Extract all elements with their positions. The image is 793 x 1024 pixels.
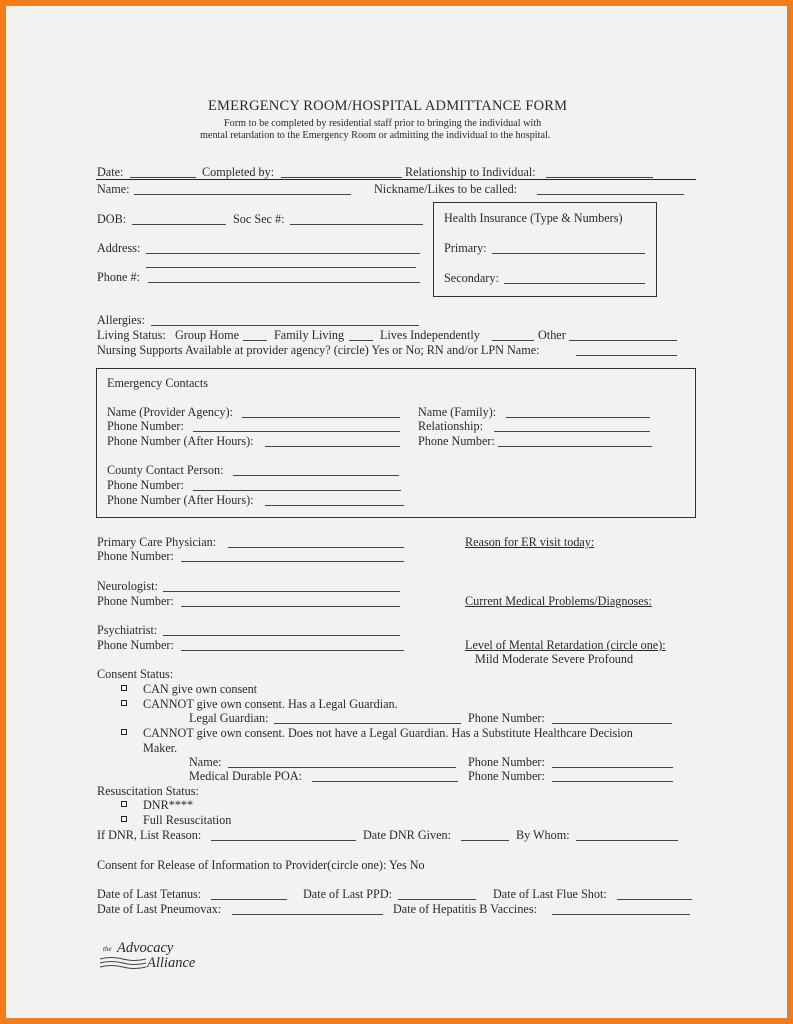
provider-agency-field[interactable] bbox=[242, 417, 400, 418]
flu-field[interactable] bbox=[617, 899, 692, 900]
nickname-label: Nickname/Likes to be called: bbox=[374, 182, 518, 196]
tetanus-label: Date of Last Tetanus: bbox=[97, 887, 202, 901]
neurologist-field[interactable] bbox=[163, 591, 400, 592]
hep-b-field[interactable] bbox=[552, 914, 690, 915]
rn-lpn-name-field[interactable] bbox=[576, 355, 677, 356]
poa-label: Medical Durable POA: bbox=[189, 769, 303, 783]
tetanus-field[interactable] bbox=[211, 899, 287, 900]
sdm-name-label: Name: bbox=[189, 755, 222, 769]
psychiatrist-label: Psychiatrist: bbox=[97, 623, 158, 637]
name-label: Name: bbox=[97, 182, 130, 196]
logo-prefix: the bbox=[103, 945, 112, 953]
dnr-reason-field[interactable] bbox=[211, 840, 356, 841]
pneumovax-field[interactable] bbox=[232, 914, 383, 915]
dnr-by-whom-field[interactable] bbox=[576, 840, 678, 841]
form-subtitle-line1: Form to be completed by residential staff prior to bringing the individual with bbox=[224, 118, 542, 129]
can-consent-label: CAN give own consent bbox=[143, 682, 258, 696]
form-title: EMERGENCY ROOM/HOSPITAL ADMITTANCE FORM bbox=[208, 98, 568, 114]
soc-sec-label: Soc Sec #: bbox=[233, 212, 285, 226]
provider-phone-after-label: Phone Number (After Hours): bbox=[107, 434, 254, 448]
family-living-option[interactable]: Family Living bbox=[274, 328, 345, 342]
phone-label: Phone #: bbox=[97, 270, 140, 284]
primary-care-label: Primary Care Physician: bbox=[97, 535, 217, 549]
group-home-option[interactable]: Group Home bbox=[175, 328, 239, 342]
family-name-label: Name (Family): bbox=[418, 405, 497, 419]
can-consent-checkbox[interactable] bbox=[121, 685, 127, 691]
county-phone-after-label: Phone Number (After Hours): bbox=[107, 493, 254, 507]
sdm-name-field[interactable] bbox=[228, 767, 456, 768]
logo-wave-icon bbox=[99, 956, 147, 972]
secondary-insurance-field[interactable] bbox=[504, 283, 645, 284]
family-phone-field[interactable] bbox=[498, 446, 652, 447]
psychiatrist-field[interactable] bbox=[163, 635, 400, 636]
provider-phone-after-field[interactable] bbox=[265, 446, 400, 447]
pcp-phone-label: Phone Number: bbox=[97, 549, 174, 563]
release-consent-label[interactable]: Consent for Release of Information to Provider(circle one): Yes No bbox=[97, 858, 425, 872]
dnr-label: DNR**** bbox=[143, 798, 194, 812]
primary-insurance-label: Primary: bbox=[444, 241, 487, 255]
level-mr-label: Level of Mental Retardation (circle one): bbox=[465, 638, 666, 652]
current-problems-label: Current Medical Problems/Diagnoses: bbox=[465, 594, 652, 608]
emergency-contacts-title: Emergency Contacts bbox=[107, 376, 208, 390]
cannot-guardian-label: CANNOT give own consent. Has a Legal Guardian. bbox=[143, 697, 398, 711]
neuro-phone-field[interactable] bbox=[181, 606, 400, 607]
level-mr-options[interactable]: Mild Moderate Severe Profound bbox=[475, 652, 634, 666]
form-page bbox=[6, 6, 787, 1018]
primary-care-field[interactable] bbox=[228, 547, 404, 548]
date-field[interactable] bbox=[130, 177, 196, 178]
family-name-field[interactable] bbox=[506, 417, 650, 418]
other-option[interactable]: Other bbox=[538, 328, 566, 342]
flu-label: Date of Last Flue Shot: bbox=[493, 887, 607, 901]
ppd-field[interactable] bbox=[398, 899, 476, 900]
cannot-no-guardian-label: CANNOT give own consent. Does not have a Legal Guardian. Has a Substitute Healthcare Decision bbox=[143, 726, 633, 740]
logo-line2: Alliance bbox=[147, 955, 196, 971]
psych-phone-field[interactable] bbox=[181, 650, 404, 651]
cannot-no-guardian-checkbox[interactable] bbox=[121, 729, 127, 735]
provider-phone-label: Phone Number: bbox=[107, 419, 184, 433]
ppd-label: Date of Last PPD: bbox=[303, 887, 393, 901]
name-field[interactable] bbox=[134, 194, 351, 195]
address-field-1[interactable] bbox=[146, 253, 420, 254]
guardian-phone-field[interactable] bbox=[552, 723, 672, 724]
pneumovax-label: Date of Last Pneumovax: bbox=[97, 902, 222, 916]
family-phone-label: Phone Number: bbox=[418, 434, 495, 448]
poa-field[interactable] bbox=[312, 781, 458, 782]
psych-phone-label: Phone Number: bbox=[97, 638, 174, 652]
address-field-2[interactable] bbox=[146, 267, 416, 268]
provider-agency-label: Name (Provider Agency): bbox=[107, 405, 233, 419]
date-label: Date: bbox=[97, 165, 124, 179]
provider-phone-field[interactable] bbox=[193, 431, 400, 432]
nursing-supports-label: Nursing Supports Available at provider agency? (circle) Yes or No; RN and/or LPN Name: bbox=[97, 343, 540, 357]
consent-status-label: Consent Status: bbox=[97, 667, 174, 681]
legal-guardian-label: Legal Guardian: bbox=[189, 711, 269, 725]
sdm-phone-label: Phone Number: bbox=[468, 755, 545, 769]
phone-field[interactable] bbox=[148, 282, 420, 283]
county-contact-label: County Contact Person: bbox=[107, 463, 224, 477]
dob-label: DOB: bbox=[97, 212, 127, 226]
allergies-label: Allergies: bbox=[97, 313, 145, 327]
full-resuscitation-checkbox[interactable] bbox=[121, 816, 127, 822]
dnr-reason-label: If DNR, List Reason: bbox=[97, 828, 202, 842]
reason-er-label: Reason for ER visit today: bbox=[465, 535, 595, 549]
neurologist-label: Neurologist: bbox=[97, 579, 158, 593]
nickname-field[interactable] bbox=[537, 194, 684, 195]
county-phone-label: Phone Number: bbox=[107, 478, 184, 492]
poa-phone-field[interactable] bbox=[552, 781, 673, 782]
dnr-by-whom-label: By Whom: bbox=[516, 828, 570, 842]
county-phone-after-field[interactable] bbox=[265, 505, 404, 506]
maker-label: Maker. bbox=[143, 741, 178, 755]
legal-guardian-field[interactable] bbox=[274, 723, 461, 724]
health-insurance-title: Health Insurance (Type & Numbers) bbox=[444, 211, 623, 225]
county-contact-field[interactable] bbox=[233, 475, 399, 476]
form-subtitle-line2: mental retardation to the Emergency Room or admitting the individual to the hospital. bbox=[200, 130, 551, 141]
secondary-insurance-label: Secondary: bbox=[444, 271, 499, 285]
dnr-checkbox[interactable] bbox=[121, 801, 127, 807]
other-blank[interactable] bbox=[569, 340, 677, 341]
neuro-phone-label: Phone Number: bbox=[97, 594, 174, 608]
advocacy-alliance-logo bbox=[99, 939, 219, 975]
cannot-guardian-checkbox[interactable] bbox=[121, 700, 127, 706]
hep-b-label: Date of Hepatitis B Vaccines: bbox=[393, 902, 537, 916]
guardian-phone-label: Phone Number: bbox=[468, 711, 545, 725]
group-home-blank[interactable] bbox=[243, 340, 267, 341]
living-status-label: Living Status: bbox=[97, 328, 166, 342]
completed-by-field[interactable] bbox=[281, 177, 402, 178]
dnr-date-field[interactable] bbox=[461, 840, 509, 841]
poa-phone-label: Phone Number: bbox=[468, 769, 545, 783]
header-divider bbox=[96, 179, 696, 180]
family-relationship-field[interactable] bbox=[494, 431, 650, 432]
primary-insurance-field[interactable] bbox=[492, 253, 645, 254]
allergies-field[interactable] bbox=[151, 325, 419, 326]
county-phone-field[interactable] bbox=[193, 490, 401, 491]
dnr-date-label: Date DNR Given: bbox=[363, 828, 452, 842]
family-living-blank[interactable] bbox=[349, 340, 373, 341]
lives-independently-blank[interactable] bbox=[492, 340, 534, 341]
completed-by-label: Completed by: bbox=[202, 165, 275, 179]
relationship-field[interactable] bbox=[546, 177, 653, 178]
soc-sec-field[interactable] bbox=[290, 224, 423, 225]
sdm-phone-field[interactable] bbox=[552, 767, 673, 768]
address-label: Address: bbox=[97, 241, 141, 255]
full-resuscitation-label: Full Resuscitation bbox=[143, 813, 232, 827]
lives-independently-option[interactable]: Lives Independently bbox=[380, 328, 480, 342]
resuscitation-status-label: Resuscitation Status: bbox=[97, 784, 199, 798]
family-relationship-label: Relationship: bbox=[418, 419, 483, 433]
relationship-label: Relationship to Individual: bbox=[405, 165, 536, 179]
dob-field[interactable] bbox=[132, 224, 226, 225]
logo-line1: Advocacy bbox=[117, 940, 174, 956]
pcp-phone-field[interactable] bbox=[181, 561, 404, 562]
